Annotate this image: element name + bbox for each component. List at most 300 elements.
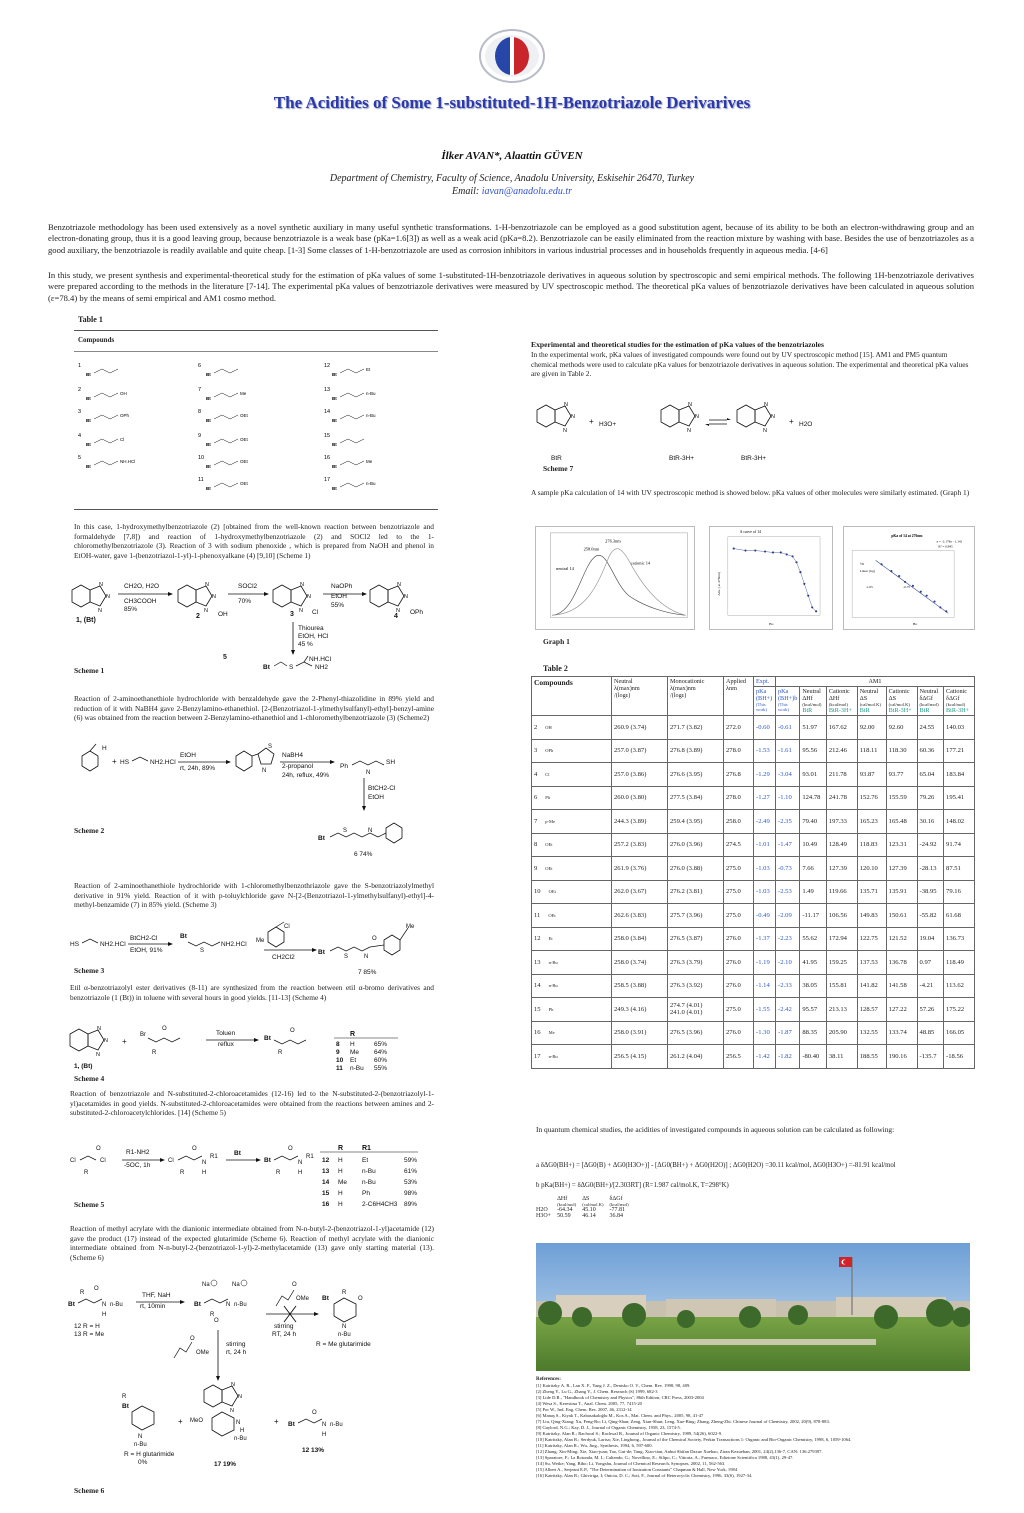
peak-label-2: 258.0nm: [583, 546, 600, 552]
substituent-label: Cl: [120, 437, 125, 442]
o-label-3: O: [288, 1146, 293, 1152]
scheme3-reagent-2: CH2Cl2: [272, 954, 295, 961]
n-atom: N: [106, 594, 110, 600]
h2o-label: H2O: [799, 421, 813, 428]
n-atom: N: [238, 1394, 242, 1400]
expt-pka-cell: -1.19: [754, 951, 776, 975]
scheme4-r: H: [350, 1041, 355, 1048]
plus-sign-2: +: [789, 417, 794, 426]
h-label-2: H: [298, 1170, 303, 1176]
applied-cell: 274.5: [724, 833, 754, 857]
scheme1-reagent-4a: Thiourea: [298, 625, 324, 632]
scheme5-compound: 15: [322, 1190, 330, 1197]
benzene-ring: [72, 585, 90, 607]
reference-item: [14] Su, Weike; Yang, Bibo; Li, Yongshu, Journal of Chemical Research, Synopses, 2002, 11, 562-563.: [536, 1461, 726, 1466]
am1-value-cell: 165.23: [857, 810, 886, 834]
triazole-ring: [291, 586, 307, 606]
scheme4-compound: 10: [336, 1057, 344, 1064]
email-link[interactable]: iavan@anadolu.edu.tr: [481, 186, 573, 197]
compound-label-3: 3: [290, 611, 294, 618]
n-atom: N: [96, 1052, 100, 1058]
applied-cell: 275.0: [724, 880, 754, 904]
am1-value-cell: 61.68: [944, 904, 975, 928]
table1-caption: Table 1: [78, 315, 103, 324]
table-row: [532, 810, 975, 834]
am1-value-cell: 166.05: [944, 1021, 975, 1045]
am1-value-cell: 167.62: [826, 716, 857, 740]
btr-label: BtR: [551, 455, 562, 462]
compound-number: 10: [198, 455, 205, 461]
benzene-ring: [273, 585, 291, 607]
am1-value-cell: 150.61: [886, 904, 917, 928]
table-row: [532, 974, 975, 998]
table-row: [532, 904, 975, 928]
data-point: [945, 610, 947, 612]
cl-label: Cl: [312, 609, 319, 616]
am1-value-cell: 197.33: [826, 810, 857, 834]
o-label-2: O: [214, 1318, 219, 1324]
am1-value-cell: 195.41: [944, 786, 975, 810]
table-row: [532, 927, 975, 951]
th-expt: Expt.: [754, 677, 776, 687]
scheme2-reagent-3b: EtOH: [368, 794, 384, 801]
compound-entry: [78, 383, 188, 403]
table-row: [532, 880, 975, 904]
scheme6-label: Scheme 6: [74, 1486, 105, 1495]
neutral-cell: 257.2 (3.83): [612, 833, 668, 857]
references: [536, 1377, 976, 1479]
data-point: [920, 591, 922, 593]
scheme5-yield: 61%: [404, 1168, 418, 1175]
h-label: H: [102, 745, 107, 752]
am1-value-cell: -24.92: [917, 833, 944, 857]
compound-label-1: 1, (Bt): [76, 617, 96, 624]
reference-item: [1] Katritzky A. R., Lan X. F., Yang J. Z., Denisko O. V., Chem. Rev. 1998, 98, 409.: [536, 1383, 691, 1388]
graph-c-xlabel: Ho: [912, 622, 918, 627]
compound-cell: 2 OH: [532, 716, 612, 740]
am1-value-cell: 149.83: [857, 904, 886, 928]
am1-value-cell: 91.74: [944, 833, 975, 857]
compound-label-5: 5: [223, 654, 227, 661]
am1-value-cell: 38.11: [826, 1045, 857, 1069]
n-label: N: [202, 1160, 207, 1166]
am1-value-cell: 165.48: [886, 810, 917, 834]
am1-value-cell: 155.59: [886, 786, 917, 810]
triazole-ring: [679, 406, 695, 426]
scheme1-reagent-1b: CH3COOH: [124, 598, 157, 605]
scheme5-reagent-1a: R1-NH2: [126, 1149, 150, 1156]
h-label-3: H: [322, 1432, 327, 1438]
calc-pka-cell: -3.04: [776, 763, 800, 787]
am1-value-cell: 65.04: [917, 763, 944, 787]
s-label: S: [289, 664, 294, 670]
table1-compounds: [74, 330, 438, 510]
am1-value-cell: -11.17: [800, 904, 827, 928]
s-label: S: [343, 828, 348, 834]
applied-cell: 275.0: [724, 857, 754, 881]
compound-number: 4: [78, 433, 82, 439]
compound-number: 14: [324, 409, 331, 415]
neutral-cell: 261.9 (3.76): [612, 857, 668, 881]
am1-value-cell: 121.52: [886, 927, 917, 951]
intro-paragraph-1: Benzotriazole methodology has been used extensively as a novel synthetic auxiliary in many useful synthetic transformations. 1-H-benzotriazole can be employed as a good substitution agent, because of its ability to be both an electron-withdrawing group and an electron-donating group, thus it is a good leaving group, because benzotriazole is a weak base (pKa=1.6[3]) as well as a weak acid (pKa=8.2). Benzotriazole can be easily eliminated from the reaction mixture by washing with base. Besides the use of benzotriazoles as a good auxiliary, the benzotriazole is readily available and quite cheap. [1-3] Some classes of 1-H-benzotriazole are used as corrosion inhibitors in various industrial processes and in households frequently in aqueous media. [4-6]: [48, 222, 974, 255]
triazole-ring: [555, 406, 571, 426]
n-label-3: N: [342, 1324, 347, 1330]
scheme5-yield: 98%: [404, 1190, 418, 1197]
n-atom: N: [97, 1026, 101, 1032]
compound-structure: [78, 359, 188, 379]
o-label-4: O: [358, 1296, 363, 1302]
am1-value-cell: 122.75: [857, 927, 886, 951]
am1-value-cell: 190.16: [886, 1045, 917, 1069]
monocationic-cell: 276.0 (3.96): [668, 833, 724, 857]
expt-pka-cell: -1.03: [754, 880, 776, 904]
bt-label: Bt: [264, 1157, 271, 1164]
compound-structure: [324, 429, 434, 449]
table2-caption: Table 2: [543, 664, 568, 673]
benzene-ring: [370, 585, 388, 607]
data-point: [880, 563, 882, 565]
hs-label: HS: [70, 941, 80, 948]
substituent-label: n-Bu: [366, 391, 376, 396]
am1-value-cell: 87.51: [944, 857, 975, 881]
th-monocationic: Monocationic λ(max)nm /(logε): [668, 677, 724, 716]
r1-header: R1: [362, 1145, 371, 1152]
r-h-yield: 0%: [138, 1459, 148, 1466]
n-atom: N: [205, 582, 209, 588]
am1-value-cell: 92.60: [886, 716, 917, 740]
bt-label: Bt: [68, 1301, 75, 1308]
data-point: [898, 575, 900, 577]
scheme5-r1: Ph: [362, 1190, 370, 1197]
compound-label-1: 1, (Bt): [74, 1063, 93, 1070]
scheme4-reagent-1a: Toluen: [216, 1030, 236, 1037]
cl-label: Cl: [70, 1158, 76, 1164]
bt-label: Bt: [206, 486, 211, 491]
triazole-ring: [755, 406, 771, 426]
am1-value-cell: 127.22: [886, 998, 917, 1022]
compound-entry: [198, 473, 308, 493]
scheme5-yield: 53%: [404, 1179, 418, 1186]
compound-label-2: 2: [196, 613, 200, 620]
n-atom: N: [771, 414, 775, 420]
n-atom: N: [231, 1382, 235, 1388]
compound-number: 3: [78, 409, 82, 415]
n-label-5: N: [236, 1420, 241, 1426]
email-label: Email:: [451, 186, 480, 197]
n-atom: N: [230, 1408, 234, 1414]
r-label: R: [84, 1170, 89, 1176]
n-ring-label: N: [262, 768, 267, 774]
scheme4-r: Me: [350, 1049, 360, 1056]
hs-label: HS: [120, 759, 130, 766]
legend-linear: Linear (log): [859, 569, 875, 574]
scheme4-compound: 8: [336, 1041, 340, 1048]
th-compounds: Compounds: [532, 677, 612, 716]
n-atom: N: [571, 414, 575, 420]
graph-c-equation: y = -2.178x - 1.142: [936, 539, 963, 544]
r-label: R: [152, 1050, 157, 1056]
scheme1-reagent-2b: 70%: [238, 598, 252, 605]
legend-log: log: [859, 561, 864, 566]
cl-label-2: Cl: [100, 1158, 106, 1164]
monocationic-cell: 276.5 (3.96): [668, 1021, 724, 1045]
o-label: O: [94, 1286, 99, 1292]
o-label-5: O: [190, 1336, 195, 1342]
compound-cell: 16 Me: [532, 1021, 612, 1045]
peak-label-1: 276.3nm: [605, 538, 621, 544]
bt-label: Bt: [86, 464, 91, 469]
scheme5-r1: 2-C6H4CH3: [362, 1201, 398, 1208]
compound-structure: [198, 383, 308, 403]
reference-item: [3] Lide D.R., "Handbook of Chemistry and Physics", 86th Edition, CRC Press, 2003-2004: [536, 1395, 704, 1400]
text-scheme6-intro: Reaction of methyl acrylate with the dianionic intermediate obtained from N-n-butyl-2-(benzotriazol-1-yl)acetamide (12) gave the product (17) instead of the expected glutarimide (Scheme 6). Reaction of methyl acrylate with the dianionic intermediate obtained from N-n-butyl-2-(benzotriazol-1-yl)-2-methylacetamide (13) gave only starting material (13). (Scheme 6): [70, 1224, 434, 1262]
n-atom: N: [688, 402, 692, 408]
compound-entry: [324, 473, 434, 493]
n-atom: N: [396, 608, 400, 614]
compound-number: 5: [78, 455, 82, 461]
nbu-label-2: n-Bu: [234, 1302, 247, 1308]
o-label-2: O: [290, 1028, 295, 1034]
applied-cell: 276.0: [724, 1021, 754, 1045]
am1-value-cell: 0.97: [917, 951, 944, 975]
compound-number: 15: [324, 433, 331, 439]
am1-value-cell: 137.53: [857, 951, 886, 975]
scheme4-compound: 9: [336, 1049, 340, 1056]
table1-header: Compounds: [78, 336, 115, 344]
am1-value-cell: 57.26: [917, 998, 944, 1022]
scheme1-reagent-1c: 85%: [124, 606, 138, 613]
am1-value-cell: 136.78: [886, 951, 917, 975]
data-point: [904, 581, 906, 583]
th-applied: Applied λnm: [724, 677, 754, 716]
monocationic-cell: 276.8 (3.89): [668, 739, 724, 763]
calc-pka-cell: -2.33: [776, 974, 800, 998]
scheme5-r: Me: [338, 1179, 348, 1186]
expt-pka-cell: -0.60: [754, 716, 776, 740]
small-thermo-table: [536, 1196, 696, 1219]
compound-entry: [78, 451, 188, 471]
r-header: R: [338, 1145, 344, 1152]
am1-value-cell: 41.95: [800, 951, 827, 975]
substituent-label: NH.HCl: [120, 459, 136, 464]
quantum-chem-text: In quantum chemical studies, the acidities of investigated compounds in aqueous solution can be calculated as following:: [536, 1125, 895, 1134]
table-row: [532, 763, 975, 787]
am1-value-cell: 106.56: [826, 904, 857, 928]
table-row: [532, 1021, 975, 1045]
scheme3-reagent-1a: BtCH2-Cl: [130, 935, 158, 942]
scheme6-reagent-1a: THF, NaH: [142, 1292, 171, 1299]
ome-label: OMe: [296, 1296, 310, 1302]
r-label-2: R: [180, 1170, 185, 1176]
calc-pka-cell: -2.23: [776, 927, 800, 951]
nbu-label-5: n-Bu: [234, 1436, 247, 1442]
calc-pka-cell: -1.82: [776, 1045, 800, 1069]
n-atom: N: [764, 402, 768, 408]
expt-pka-cell: -1.53: [754, 739, 776, 763]
compound-entry: [198, 429, 308, 449]
compound-entry: [198, 405, 308, 425]
n-atom: N: [299, 608, 303, 614]
bt-label: Bt: [206, 442, 211, 447]
am1-value-cell: 113.62: [944, 974, 975, 998]
am1-value-cell: 175.22: [944, 998, 975, 1022]
benzotriazole-1: [72, 582, 110, 614]
scheme1-reagent-1a: CH2O, H2O: [124, 583, 160, 590]
th-calc-pka: pKa (BH+)b (This work): [776, 687, 800, 716]
am1-value-cell: 132.55: [857, 1021, 886, 1045]
graph-absorbance: [709, 526, 833, 630]
text-scheme2-intro: Reaction of 2-aminoethanethiole hydrochloride with benzaldehyde gave the 2-Phenyl-thiazolidine in 89% yield and reduction of it with NaBH4 gave 2-Benzylamino-ethanethiol. [2-(Benzotriazol-1-ylmethylsulfanyl)-ethyl]-benzyl-amine (6) was obtained from the reaction between 2-Benzylamino-ethanethiol and 1-chloromethylbenzotriazole (3) (Scheme2): [74, 694, 434, 723]
plus-sign: +: [589, 417, 594, 426]
s-label-2: S: [344, 954, 349, 960]
substituent-label: OEt: [240, 413, 248, 418]
compound-structure: [198, 429, 308, 449]
th-sub-5: Cationic δΔGf (kcal/mol) BtR-3H+: [944, 687, 975, 716]
am1-value-cell: 127.39: [826, 857, 857, 881]
na-label-2: Na: [232, 1282, 240, 1288]
scheme2-reagent-3a: BtCH2-Cl: [368, 785, 396, 792]
scheme5-compound: 12: [322, 1157, 330, 1164]
table-row: [532, 998, 975, 1022]
am1-value-cell: 212.46: [826, 739, 857, 763]
scheme6-reagent-2b: RT, 24 h: [272, 1331, 297, 1338]
monocationic-cell: 276.6 (3.95): [668, 763, 724, 787]
am1-value-cell: 140.03: [944, 716, 975, 740]
n-atom: N: [563, 428, 567, 434]
oph-label: OPh: [410, 609, 424, 616]
calc-pka-cell: -0.73: [776, 857, 800, 881]
oh-label: OH: [218, 611, 228, 618]
monocationic-cell: 276.3 (3.79): [668, 951, 724, 975]
scheme5-compound: 16: [322, 1201, 330, 1208]
n-atom: N: [204, 608, 208, 614]
expt-pka-cell: -0.49: [754, 904, 776, 928]
n-label: N: [102, 1302, 107, 1308]
compound-cell: 6 Ph: [532, 786, 612, 810]
btr-structure: [537, 402, 575, 434]
label-13: 13 R = Me: [74, 1331, 105, 1338]
benzotriazole-reactant: [70, 1026, 108, 1058]
am1-value-cell: 92.00: [857, 716, 886, 740]
scheme4-compound: 11: [336, 1065, 343, 1072]
thermo-table: ΔHf ΔS δΔGf (kcal/mol) (cal/mol.K) (kcal/mol) H2O -64.34 45.10 -77.81 H3O+ 50.59 46.14 36.84: [536, 1196, 629, 1219]
reference-item: [8] Gaylord, N.G.; Kay, D. J., Journal of Organic Chemistry, 1958, 23, 1574-5.: [536, 1425, 681, 1430]
monocationic-cell: 276.5 (3.87): [668, 927, 724, 951]
data-point: [933, 600, 935, 602]
applied-cell: 276.0: [724, 974, 754, 998]
compound-number: 6: [198, 363, 202, 369]
scheme4-r: n-Bu: [350, 1065, 364, 1072]
nbu-label: n-Bu: [110, 1302, 123, 1308]
r-label-4: R: [122, 1394, 127, 1400]
br-label: Br: [140, 1032, 146, 1038]
x-tick-1: -1.05: [865, 584, 873, 589]
graph-c-r2: R² = 0.985: [938, 544, 953, 549]
th-neutral: Neutral λ(max)nm /(logε): [612, 677, 668, 716]
product-17: 17 19%: [214, 1461, 237, 1468]
n-atom: N: [307, 594, 311, 600]
scheme5-r: H: [338, 1168, 343, 1175]
reference-item: [9] Katritzky, Alan R.; Rachwal S.; Rachwal B., Journal of Organic Chemistry, 1989, 54(26), 6022-9.: [536, 1431, 723, 1436]
scheme5-r: H: [338, 1201, 343, 1208]
data-point: [939, 606, 941, 608]
text-scheme5-intro: Reaction of benzotriazole and N-substituted-2-chloroacetamides (12-16) led to the N-substituted-2-(benzotriazolyl-1-yl)acetamides in good yields. N-substituted-2-chloroacetamides were obtained from the reactions between amines and 2-substituted-2-chloroacetylchlorides. [14] (Scheme 5): [70, 1089, 434, 1118]
h-label: H: [102, 1312, 107, 1318]
applied-cell: 275.0: [724, 998, 754, 1022]
am1-value-cell: 123.31: [886, 833, 917, 857]
am1-value-cell: 120.10: [857, 857, 886, 881]
graph-c-title: pKa of 14 at 276nm: [891, 533, 923, 538]
applied-cell: 276.0: [724, 927, 754, 951]
compound-entry: [324, 405, 434, 425]
scheme6-diagram: [66, 1276, 438, 1488]
text-scheme3-intro: Reaction of 2-aminoethanethiole hydrochloride with 1-chloromethylbenzothriazole gave the S-benzotriazolylmethyl derivative in 91% yield. Reaction of it with p-toluylchloride gave N-[2-(Benzotriazol-1-ylmethylsulfanyl)-ethyl]-4-methyl-benzamide (7) in 85% yield. (Scheme 3): [74, 881, 434, 910]
n-atom: N: [695, 414, 699, 420]
am1-value-cell: 19.04: [917, 927, 944, 951]
compound-entry: [198, 359, 308, 379]
expt-pka-cell: -1.27: [754, 786, 776, 810]
substituent-label: n-Bu: [366, 481, 376, 486]
neutral-cell: 257.0 (3.86): [612, 763, 668, 787]
bt-label: Bt: [332, 486, 337, 491]
am1-value-cell: 79.40: [800, 810, 827, 834]
scheme1-reagent-4c: 45 %: [298, 641, 313, 648]
h-label-2: H: [240, 1428, 245, 1434]
scheme1-reagent-2a: SOCl2: [238, 583, 258, 590]
scheme4-yield: 64%: [374, 1049, 388, 1056]
am1-value-cell: 148.02: [944, 810, 975, 834]
meo-label: MeO: [190, 1418, 204, 1424]
r-label: R: [80, 1290, 85, 1296]
n-label: N: [366, 770, 371, 776]
compound-number: 11: [198, 477, 204, 483]
expt-pka-cell: -1.03: [754, 857, 776, 881]
r-me-glutarimide: R = Me glutarimide: [316, 1341, 371, 1348]
am1-value-cell: 93.01: [800, 763, 827, 787]
reference-item: [6] Manaş S., Kiyak T., Kabasakaloğlu M., Kos A., Mat. Chem. and Phys., 2005, 98, 41-47: [536, 1413, 704, 1418]
table2-pka: [531, 676, 975, 1069]
reference-item: [16] Katritzky, Alan R.; Ghiviriga, I; Oniciu, D. C.; Soti, F., Journal of Heterocyclic Chemistry, 1996, 33(6), 1927-34.: [536, 1473, 753, 1478]
am1-value-cell: -55.82: [917, 904, 944, 928]
compound-structure: [198, 405, 308, 425]
reference-item: [13] Sparatore, F.; La Rotonda, M. I.; Caliendo, G.; Novellino, E.; Silipo, C.; Vittoria, A., Farmaco, Edizione Scientifica 1988, 43(1), 29-47.: [536, 1455, 794, 1460]
scheme2-diagram: [68, 742, 438, 860]
o-label: O: [96, 1146, 101, 1152]
compound-entry: [78, 405, 188, 425]
scheme3-label: Scheme 3: [74, 966, 105, 975]
s-ring-label: S: [268, 744, 273, 750]
scheme5-reagent-2: Bt: [234, 1150, 241, 1157]
bt-label: Bt: [332, 396, 337, 401]
compound-cell: 12 Et: [532, 927, 612, 951]
am1-value-cell: 79.16: [944, 880, 975, 904]
am1-value-cell: 211.78: [826, 763, 857, 787]
calc-pka-cell: -1.87: [776, 1021, 800, 1045]
n-atom: N: [397, 582, 401, 588]
neutral-cell: 260.9 (3.74): [612, 716, 668, 740]
bt-label-4: Bt: [122, 1403, 129, 1410]
affiliation: Department of Chemistry, Faculty of Science, Anadolu University, Eskisehir 26470, Turkey: [329, 173, 695, 184]
applied-cell: 276.0: [724, 951, 754, 975]
n-atom: N: [98, 608, 102, 614]
poster-title: The Acidities of Some 1-substituted-1H-Benzotriazole Derivarives: [273, 93, 751, 112]
cl-label: Cl: [284, 924, 290, 930]
svg-text:+: +: [112, 757, 117, 766]
calc-pka-cell: -2.35: [776, 810, 800, 834]
am1-value-cell: 141.58: [886, 974, 917, 998]
am1-value-cell: 159.25: [826, 951, 857, 975]
